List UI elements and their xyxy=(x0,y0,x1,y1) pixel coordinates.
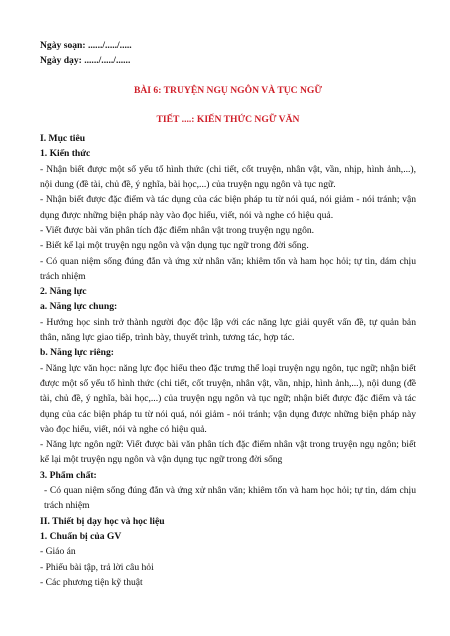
document-content xyxy=(40,38,416,590)
lesson-title: BÀI 6: TRUYỆN NGỤ NGÔN VÀ TỤC NGỮ xyxy=(133,84,323,96)
nl-chung-text: - Hướng học sinh trở thành người đọc độc lập với các năng lực giải quyết vấn đề, tự quản bản thân, năng lực giao tiếp, trình bày, thuyết trình, tương tác, hợp tác. xyxy=(40,316,416,344)
nl-rieng-item: - Năng lực văn học: năng lực đọc hiểu theo đặc trưng thể loại truyện ngụ ngôn, tục ngữ; nhận biết được một số yếu tố hình thức (chi tiết, cốt truyện, nhân vật, vần, nhịp, hình ảnh,...), nội dung (đề tài, chủ đề, ý nghĩa, bài học,...) của truyện ngụ ngôn và tục ngữ; nhận biết được đặc điểm và tác dụng của các biện pháp tu từ nói quá, nói giảm - nói tránh; vận dụng được những biện pháp này vào đọc hiểu, viết, nói và nghe có hiệu quả. xyxy=(40,362,416,435)
heading-nang-luc: 2. Năng lực xyxy=(40,286,87,298)
heading-pham-chat: 3. Phẩm chất: xyxy=(40,469,97,481)
period-title: TIẾT ....: KIẾN THỨC NGỮ VĂN xyxy=(156,113,300,125)
ngay-day: Ngày dạy: ....../...../...... xyxy=(40,55,131,67)
pham-chat-text: - Có quan niệm sống đúng đắn và ứng xử nhân văn; khiêm tốn và ham học hỏi; tự tin, dám chịu trách nhiệm xyxy=(44,485,416,512)
section-muc-tieu: I. Mục tiêu xyxy=(40,133,86,145)
kt-item: - Viết được bài văn phân tích đặc điểm nhân vật trong truyện ngụ ngôn. xyxy=(40,224,315,236)
cb-item: - Giáo án xyxy=(40,546,76,558)
cb-item: - Phiếu bài tập, trả lời câu hỏi xyxy=(40,561,154,573)
heading-nl-rieng: b. Năng lực riêng: xyxy=(40,347,114,359)
section-thiet-bi: II. Thiết bị dạy học và học liệu xyxy=(40,515,165,527)
ngay-soan: Ngày soạn: ....../...../..... xyxy=(40,40,132,51)
kt-item: - Nhận biết được một số yếu tố hình thức (chi tiết, cốt truyện, nhân vật, vần, nhịp, hình ảnh,...), nội dung (đề tài, chủ đề, ý nghĩa, bài học,...) của truyện ngụ ngôn và tục ngữ. xyxy=(40,163,416,191)
kt-item: - Có quan niệm sống đúng đắn và ứng xử nhân văn; khiêm tốn và ham học hỏi; tự tin, dám chịu trách nhiệm xyxy=(40,255,416,282)
heading-nl-chung: a. Năng lực chung: xyxy=(40,301,118,313)
heading-kien-thuc: 1. Kiến thức xyxy=(40,148,91,160)
cb-item: - Các phương tiện kỹ thuật xyxy=(40,576,143,588)
kt-item: - Nhận biết được đặc điểm và tác dụng của các biện pháp tu từ nói quá, nói giảm - nói tránh; vận dụng được những biện pháp này vào đọc hiểu, viết, nói và nghe có hiệu quả. xyxy=(40,194,416,221)
heading-chuan-bi: 1. Chuẩn bị của GV xyxy=(40,530,122,542)
kt-item: - Biết kể lại một truyện ngụ ngôn và vận dụng tục ngữ trong đời sống. xyxy=(40,240,309,252)
nl-rieng-item: - Năng lực ngôn ngữ: Viết được bài văn phân tích đặc điểm nhân vật trong truyện ngụ ngôn; biết kể lại một truyện ngụ ngôn và vận dụng tục ngữ trong đời sống xyxy=(40,439,416,466)
